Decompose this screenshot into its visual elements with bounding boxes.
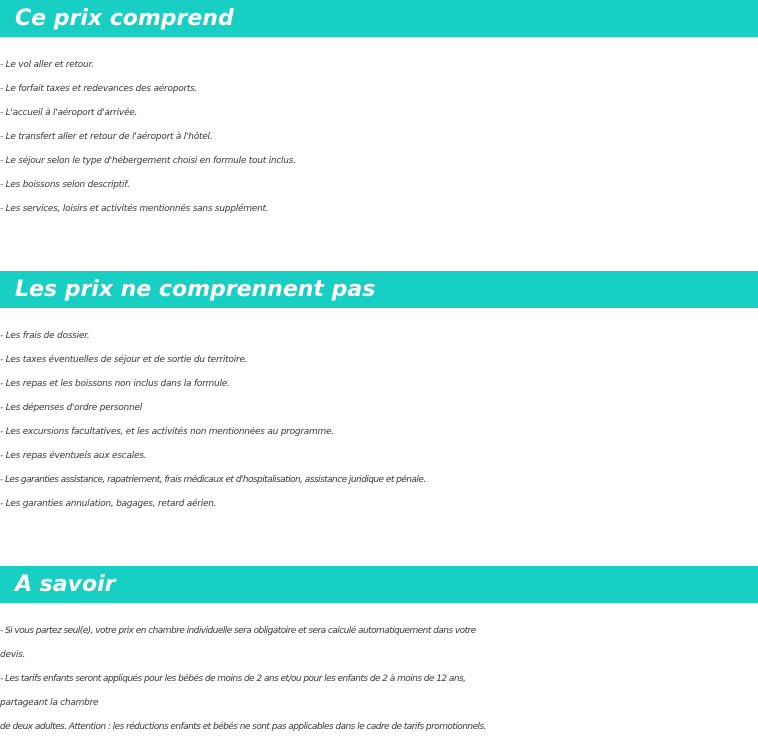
section-header-good-to-know: A savoir bbox=[0, 566, 758, 603]
list-item: - Les tarifs enfants seront appliqués pour les bébés de moins de 2 ans et/ou pour les enfants de 2 à moins de 12 ans, bbox=[0, 674, 466, 684]
good-to-know-list bbox=[0, 619, 758, 739]
list-item: - Les garanties assistance, rapatriement, frais médicaux et d'hospitalisation, assistance juridique et pénale. bbox=[0, 475, 426, 485]
not-included-list bbox=[0, 324, 758, 516]
list-item: - Le vol aller et retour. bbox=[0, 60, 94, 70]
section-header-included: Ce prix comprend bbox=[0, 0, 758, 37]
list-item: - Les services, loisirs et activités mentionnés sans supplément. bbox=[0, 204, 269, 214]
list-item: - Si vous partez seul(e), votre prix en chambre individuelle sera obligatoire et sera calculé automatiquement dans votre bbox=[0, 626, 476, 636]
list-item: devis. bbox=[0, 650, 26, 660]
section-header-not-included: Les prix ne comprennent pas bbox=[0, 271, 758, 308]
list-item: - Les garanties annulation, bagages, retard aérien. bbox=[0, 499, 217, 509]
list-item: - Les taxes éventuelles de séjour et de sortie du territoire. bbox=[0, 355, 248, 365]
list-item: - Les dépenses d'ordre personnel bbox=[0, 403, 142, 413]
list-item: - Le transfert aller et retour de l'aéroport à l'hôtel. bbox=[0, 132, 213, 142]
list-item: - Les excursions facultatives, et les activités non mentionnées au programme. bbox=[0, 427, 334, 437]
included-list bbox=[0, 53, 758, 221]
list-item: - L'accueil à l'aéroport d'arrivée. bbox=[0, 108, 138, 118]
list-item: - Les repas éventuels aux escales. bbox=[0, 451, 147, 461]
list-item: - Le forfait taxes et redevances des aéroports. bbox=[0, 84, 198, 94]
list-item: - Les frais de dossier. bbox=[0, 331, 90, 341]
list-item: - Les boissons selon descriptif. bbox=[0, 180, 130, 190]
list-item: - Le séjour selon le type d'hébergement choisi en formule tout inclus. bbox=[0, 156, 296, 166]
list-item: de deux adultes. Attention : les réductions enfants et bébés ne sont pas applicables dans le cadre de tarifs promotionnels. bbox=[0, 722, 486, 732]
list-item: - Les repas et les boissons non inclus dans la formule. bbox=[0, 379, 230, 389]
list-item: partageant la chambre bbox=[0, 698, 99, 708]
